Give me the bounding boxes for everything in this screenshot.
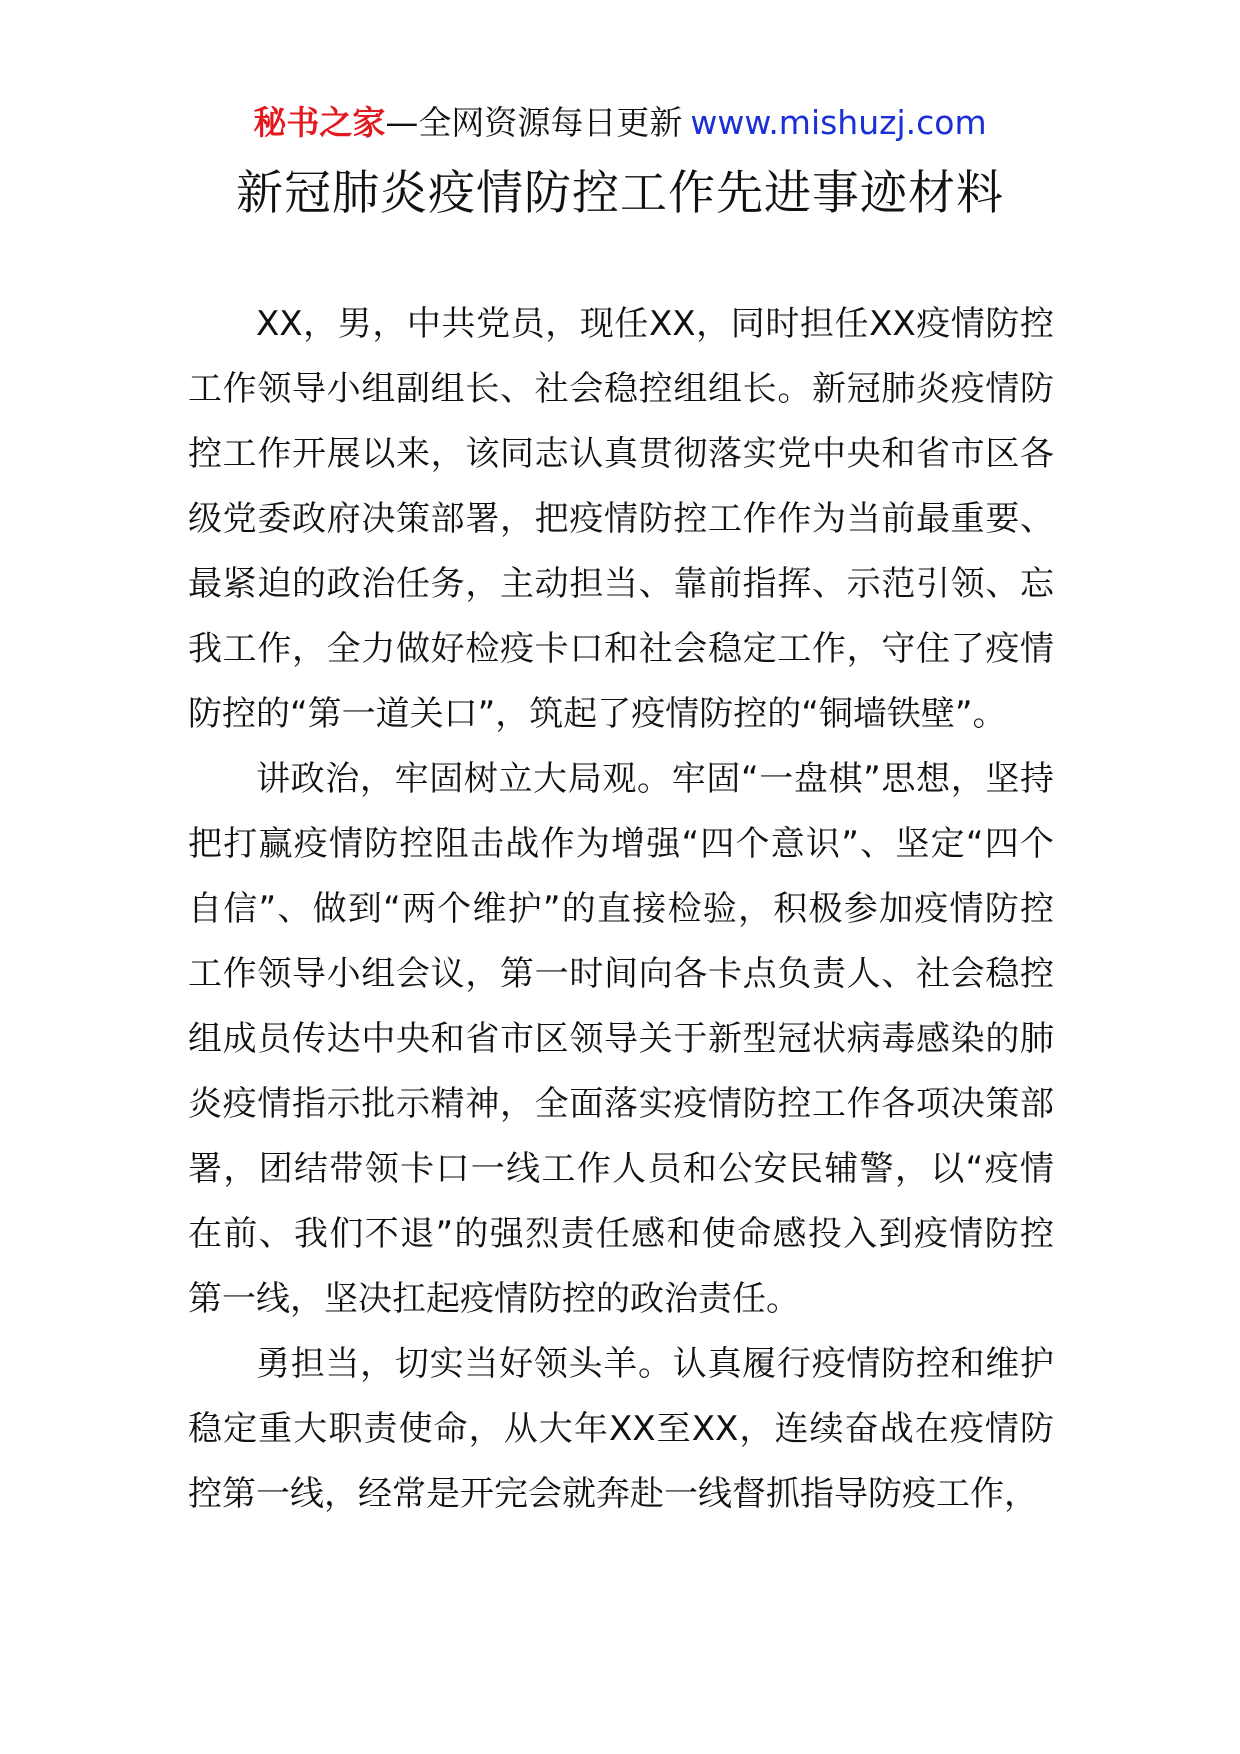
- site-header: [0, 100, 1240, 146]
- website-link[interactable]: www.mishuzj.com: [690, 103, 987, 142]
- brand-name: 秘书之家: [253, 103, 386, 142]
- document-title: 新冠肺炎疫情防控工作先进事迹材料: [236, 166, 1004, 221]
- paragraph-intro: XX，男，中共党员，现任XX，同时担任XX疫情防控工作领导小组副组长、社会稳控组组长。新冠肺炎疫情防控工作开展以来，该同志认真贯彻落实党中央和省市区各级党委政府决策部署，把疫情防控工作作为当前最重要、最紧迫的政治任务，主动担当、靠前指挥、示范引领、忘我工作，全力做好检疫卡口和社会稳定工作，守住了疫情防控的“第一道关口”，筑起了疫情防控的“铜墙铁壁”。: [188, 304, 1054, 734]
- paragraph-responsibility: 勇担当，切实当好领头羊。认真履行疫情防控和维护稳定重大职责使命，从大年XX至XX，连续奋战在疫情防控第一线，经常是开完会就奔赴一线督抓指导防疫工作，: [188, 1344, 1054, 1514]
- paragraph-politics: 讲政治，牢固树立大局观。牢固“一盘棋”思想，坚持把打赢疫情防控阻击战作为增强“四个意识”、坚定“四个自信”、做到“两个维护”的直接检验，积极参加疫情防控工作领导小组会议，第一时间向各卡点负责人、社会稳控组成员传达中央和省市区领导关于新型冠状病毒感染的肺炎疫情指示批示精神，全面落实疫情防控工作各项决策部署，团结带领卡口一线工作人员和公安民辅警，以“疫情在前、我们不退”的强烈责任感和使命感投入到疫情防控第一线，坚决扛起疫情防控的政治责任。: [188, 759, 1054, 1319]
- document-body: [188, 292, 1054, 1527]
- header-tagline: —全网资源每日更新: [385, 103, 683, 142]
